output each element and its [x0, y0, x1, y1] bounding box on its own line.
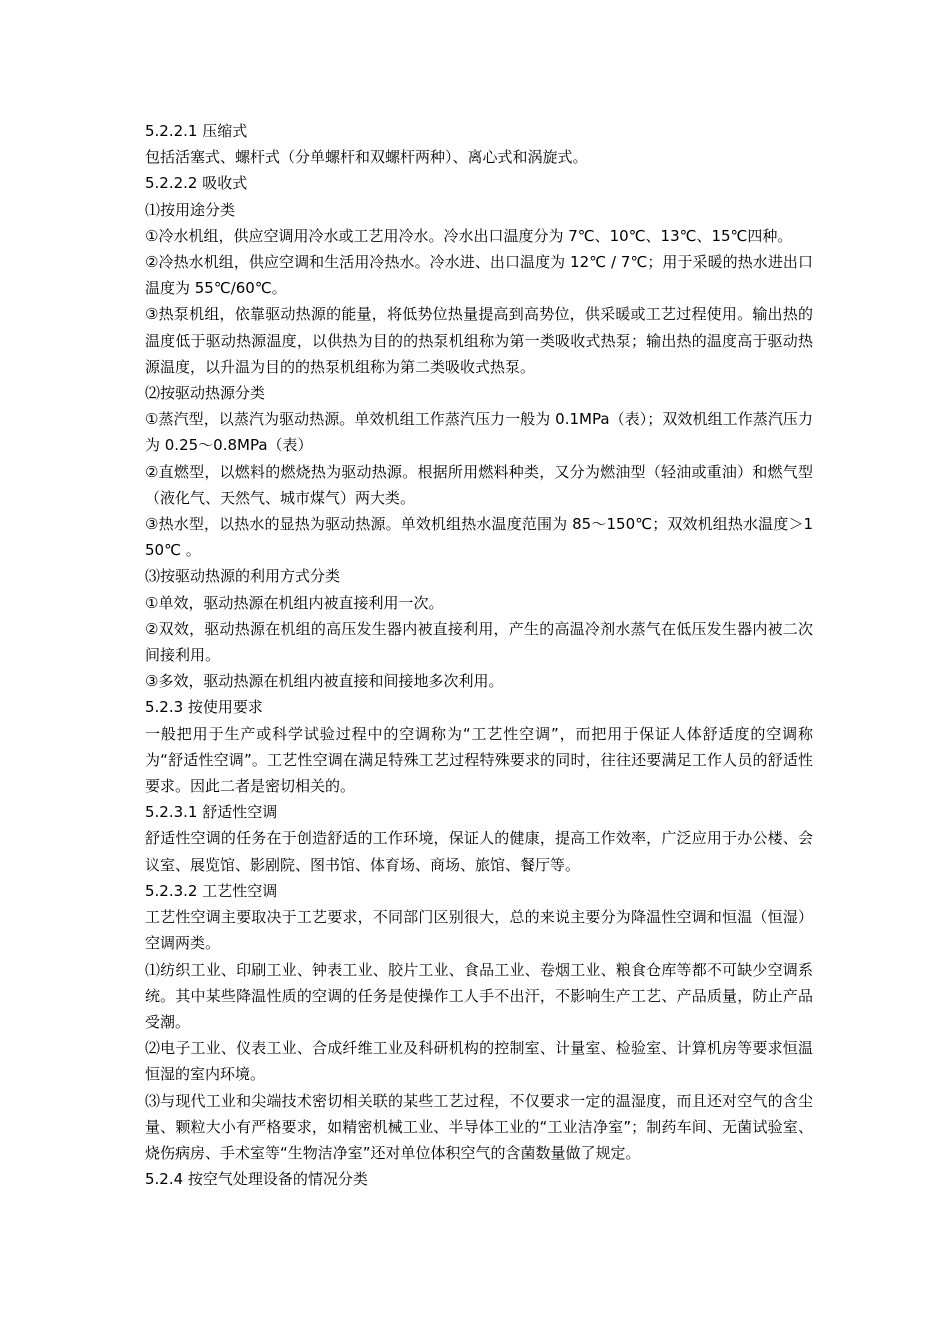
heading-5-2-2-2: 5.2.2.2 吸收式	[145, 174, 248, 193]
heading-5-2-2-1: 5.2.2.1 压缩式	[145, 122, 248, 140]
list-item-clean-rooms: ⑶与现代工业和尖端技术密切相关联的某些工艺过程，不仅要求一定的温湿度，而且还对空气的含尘量、颗粒大小有严格要求，如精密机械工业、半导体工业的“工业洁净室”；制药车间、无菌试验室、烧伤病房、手术室等“生物洁净室”还对单位体积空气的含菌数量做了规定。	[145, 1091, 813, 1162]
list-item-steam-type: ①蒸汽型，以蒸汽为驱动热源。单效机组工作蒸汽压力一般为 0.1MPa（表）；双效机组工作蒸汽压力为 0.25～0.8MPa（表）	[145, 410, 813, 455]
list-item-chilled-water-unit: ①冷水机组，供应空调用冷水或工艺用冷水。冷水出口温度分为 7℃、10℃、13℃、15℃四种。	[145, 226, 793, 245]
list-item-double-effect: ②双效，驱动热源在机组的高压发生器内被直接利用，产生的高温冷剂水蒸气在低压发生器内被二次间接利用。	[145, 619, 813, 665]
paragraph-compression-types: 包括活塞式、螺杆式（分单螺杆和双螺杆两种）、离心式和涡旋式。	[145, 148, 588, 167]
heading-5-2-3-2: 5.2.3.2 工艺性空调	[145, 881, 278, 900]
document-body	[145, 118, 813, 1192]
list-item-heat-pump-unit: ③热泵机组，依靠驱动热源的能量，将低势位热量提高到高势位，供采暖或工艺过程使用。输出热的温度低于驱动热源温度，以供热为目的的热泵机组称为第一类吸收式热泵；输出热的温度高于驱动热源温度，以升温为目的的热泵机组称为第二类吸收式热泵。	[145, 305, 813, 376]
heading-5-2-3: 5.2.3 按使用要求	[145, 698, 263, 717]
list-item-electronics-industry: ⑵电子工业、仪表工业、合成纤维工业及科研机构的控制室、计量室、检验室、计算机房等要求恒温恒湿的室内环境。	[145, 1039, 813, 1084]
heading-5-2-4: 5.2.4 按空气处理设备的情况分类	[145, 1170, 368, 1189]
subheading-by-use: ⑴按用途分类	[145, 200, 236, 219]
list-item-multi-effect: ③多效，驱动热源在机组内被直接和间接地多次利用。	[145, 672, 504, 691]
subheading-by-utilization: ⑶按驱动热源的利用方式分类	[145, 567, 341, 586]
subheading-by-heat-source: ⑵按驱动热源分类	[145, 384, 266, 403]
heading-5-2-3-1: 5.2.3.1 舒适性空调	[145, 803, 278, 822]
paragraph-process-ac: 工艺性空调主要取决于工艺要求，不同部门区别很大，总的来说主要分为降温性空调和恒温（恒湿）空调两类。	[145, 908, 813, 953]
list-item-textile-industry: ⑴纺织工业、印刷工业、钟表工业、胶片工业、食品工业、卷烟工业、粮食仓库等都不可缺少空调系统。其中某些降温性质的空调的任务是使操作工人手不出汗，不影响生产工艺、产品质量，防止产品受潮。	[145, 960, 813, 1031]
list-item-direct-fired-type: ②直燃型，以燃料的燃烧热为驱动热源。根据所用燃料种类，又分为燃油型（轻油或重油）和燃气型（液化气、天然气、城市煤气）两大类。	[145, 462, 813, 507]
list-item-hot-cold-water-unit: ②冷热水机组，供应空调和生活用冷热水。冷水进、出口温度为 12℃ / 7℃；用于采暖的热水进出口温度为 55℃/60℃。	[145, 253, 813, 298]
paragraph-usage-requirements: 一般把用于生产或科学试验过程中的空调称为“工艺性空调”，而把用于保证人体舒适度的空调称为“舒适性空调”。工艺性空调在满足特殊工艺过程特殊要求的同时，往往还要满足工作人员的舒适性要求。因此二者是密切相关的。	[145, 724, 813, 796]
list-item-hot-water-type: ③热水型，以热水的显热为驱动热源。单效机组热水温度范围为 85～150℃；双效机组热水温度＞150℃ 。	[145, 515, 813, 560]
list-item-single-effect: ①单效，驱动热源在机组内被直接利用一次。	[145, 593, 444, 612]
paragraph-comfort-ac: 舒适性空调的任务在于创造舒适的工作环境，保证人的健康，提高工作效率，广泛应用于办公楼、会议室、展览馆、影剧院、图书馆、体育场、商场、旅馆、餐厅等。	[145, 829, 813, 874]
